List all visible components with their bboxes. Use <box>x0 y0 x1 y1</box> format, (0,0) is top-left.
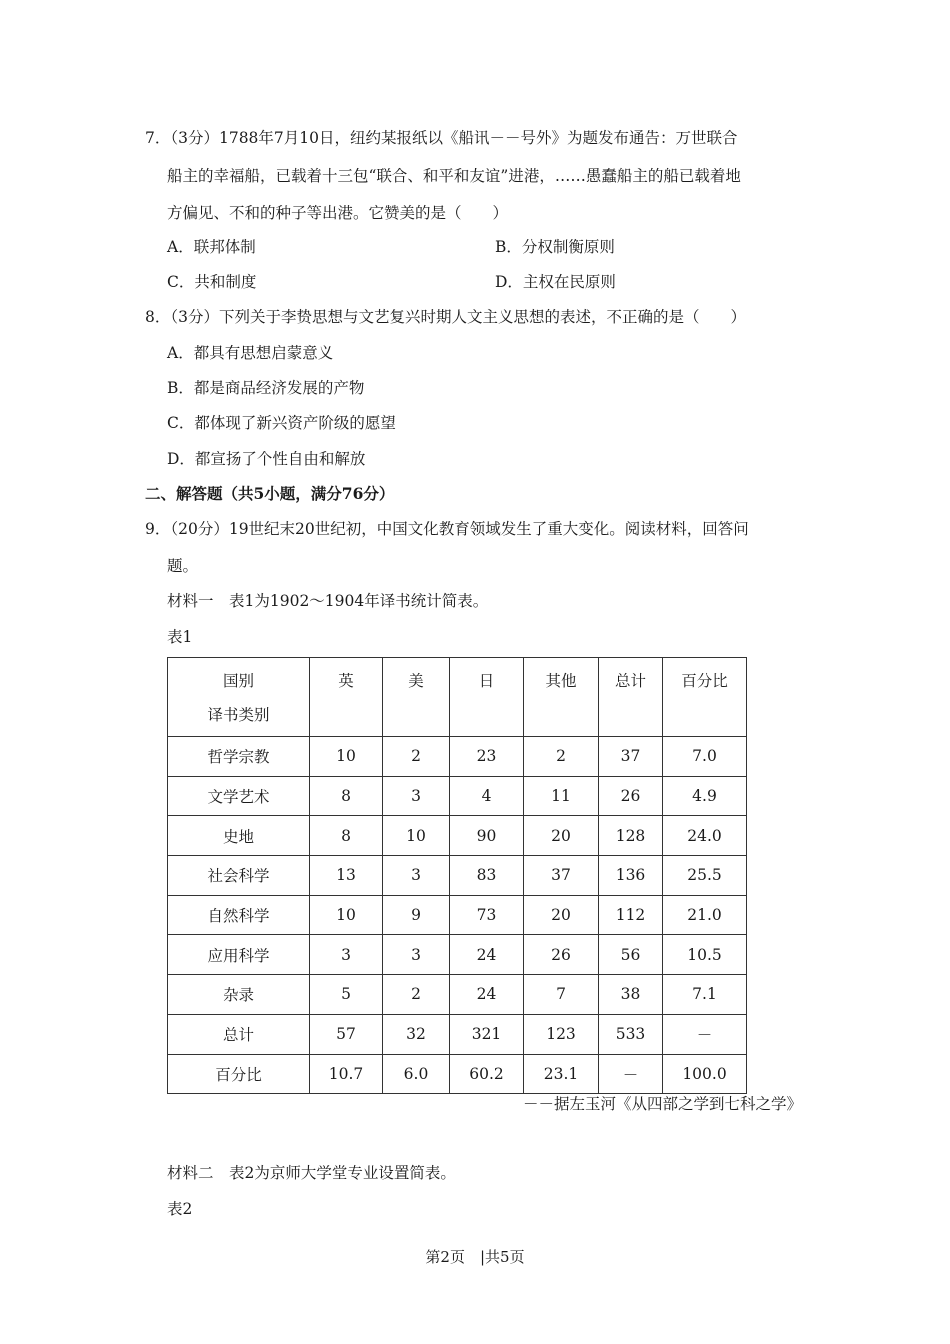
header-col <box>599 658 663 737</box>
q7-line3: 方偏见、不和的种子等出港。它赞美的是（ ） <box>167 204 509 222</box>
table-cell: 2 <box>383 737 450 777</box>
table-cell: 56 <box>599 935 663 975</box>
table-cell: 38 <box>599 975 663 1015</box>
table-cell: 32 <box>383 1014 450 1054</box>
header-col <box>524 658 599 737</box>
table-cell: 13 <box>310 856 383 896</box>
section-heading: 二、解答题（共5小题，满分76分） <box>145 484 395 503</box>
header-col <box>450 658 524 737</box>
table-cell: 136 <box>599 856 663 896</box>
table-header-corner <box>168 658 310 737</box>
table-cell: 123 <box>524 1014 599 1054</box>
table-row <box>168 737 747 777</box>
table-header-row <box>168 658 747 737</box>
table-row-label: 总计 <box>168 1014 310 1054</box>
table-row <box>168 975 747 1015</box>
header-col <box>383 658 450 737</box>
header-col-label: 美 <box>408 672 424 690</box>
table-row-label: 史地 <box>168 816 310 856</box>
table-cell: 83 <box>450 856 524 896</box>
table1-title: 表1 <box>167 628 193 646</box>
q7-option-a: A．联邦体制 <box>167 238 256 256</box>
table-cell: 21.0 <box>663 895 747 935</box>
q7-option-d: D．主权在民原则 <box>495 273 616 291</box>
table-row-label: 杂录 <box>168 975 310 1015</box>
table-cell: 20 <box>524 895 599 935</box>
table-cell: 128 <box>599 816 663 856</box>
table-cell: 7 <box>524 975 599 1015</box>
q7-option-b: B．分权制衡原则 <box>495 238 615 256</box>
table-cell: 7.0 <box>663 737 747 777</box>
header-col-label: 百分比 <box>681 672 728 690</box>
table-row <box>168 856 747 896</box>
table-cell: 23 <box>450 737 524 777</box>
q8-option-c: C．都体现了新兴资产阶级的愿望 <box>167 414 396 432</box>
table-row-label: 社会科学 <box>168 856 310 896</box>
table-row <box>168 935 747 975</box>
table-row <box>168 895 747 935</box>
table-cell: 10 <box>383 816 450 856</box>
table-cell: 4.9 <box>663 776 747 816</box>
header-category-label: 译书类别 <box>207 706 270 724</box>
q7-line1: 7．（3分）1788年7月10日，纽约某报纸以《船讯－－号外》为题发布通告：万世联合 <box>145 129 738 147</box>
table-cell: 9 <box>383 895 450 935</box>
material2-text: 材料二 表2为京师大学堂专业设置简表。 <box>167 1164 456 1182</box>
table-cell: 100.0 <box>663 1054 747 1094</box>
header-col-label: 总计 <box>614 672 646 690</box>
table-cell: 24 <box>450 975 524 1015</box>
table-cell: 321 <box>450 1014 524 1054</box>
material1-text: 材料一 表1为1902～1904年译书统计简表。 <box>167 592 489 610</box>
table-row <box>168 1054 747 1094</box>
table-row <box>168 1014 747 1054</box>
q9-line1: 9．（20分）19世纪末20世纪初，中国文化教育领域发生了重大变化。阅读材料，回答问 <box>145 520 749 538</box>
q8-option-a: A．都具有思想启蒙意义 <box>167 344 334 362</box>
table-cell: 8 <box>310 816 383 856</box>
q8-option-d: D．都宣扬了个性自由和解放 <box>167 450 366 468</box>
table1-source: －－据左玉河《从四部之学到七科之学》 <box>522 1095 802 1113</box>
table-cell: 20 <box>524 816 599 856</box>
table-cell: － <box>599 1054 663 1094</box>
table-cell: 24 <box>450 935 524 975</box>
table-cell: 37 <box>524 856 599 896</box>
header-col-label: 英 <box>338 672 354 690</box>
table-cell: 2 <box>524 737 599 777</box>
header-col-label: 其他 <box>545 672 577 690</box>
header-col-label: 日 <box>478 672 495 690</box>
q8-line1: 8．（3分）下列关于李贽思想与文艺复兴时期人文主义思想的表述，不正确的是（ ） <box>145 308 746 326</box>
header-col <box>310 658 383 737</box>
table-cell: 10.7 <box>310 1054 383 1094</box>
table-cell: 2 <box>383 975 450 1015</box>
q9-line2: 题。 <box>167 557 199 575</box>
q7-option-c: C．共和制度 <box>167 273 257 291</box>
page-footer: 第2页 |共5页 <box>425 1248 525 1266</box>
table-row <box>168 816 747 856</box>
table-cell: 10 <box>310 895 383 935</box>
table-row-label: 百分比 <box>168 1054 310 1094</box>
table-row-label: 哲学宗教 <box>168 737 310 777</box>
table-cell: 73 <box>450 895 524 935</box>
table-cell: 3 <box>383 776 450 816</box>
table-cell: 4 <box>450 776 524 816</box>
table-cell: 25.5 <box>663 856 747 896</box>
table-cell: 10 <box>310 737 383 777</box>
table-cell: 11 <box>524 776 599 816</box>
table-cell: 60.2 <box>450 1054 524 1094</box>
table-cell: 26 <box>524 935 599 975</box>
table-cell: 6.0 <box>383 1054 450 1094</box>
table-cell: 3 <box>383 856 450 896</box>
table-cell: 5 <box>310 975 383 1015</box>
table-cell: 10.5 <box>663 935 747 975</box>
translation-stats-table <box>167 657 747 1094</box>
table-cell: － <box>663 1014 747 1054</box>
table-row-label: 应用科学 <box>168 935 310 975</box>
q7-line2: 船主的幸福船，已载着十三包“联合、和平和友谊”进港，……愚蠢船主的船已载着地 <box>167 167 741 185</box>
header-country-label: 国别 <box>222 672 254 690</box>
table-cell: 90 <box>450 816 524 856</box>
table-row <box>168 776 747 816</box>
table-row-label: 文学艺术 <box>168 776 310 816</box>
table-cell: 23.1 <box>524 1054 599 1094</box>
header-col <box>663 658 747 737</box>
table-row-label: 自然科学 <box>168 895 310 935</box>
table-cell: 112 <box>599 895 663 935</box>
table-cell: 3 <box>310 935 383 975</box>
q8-option-b: B．都是商品经济发展的产物 <box>167 379 365 397</box>
table-cell: 533 <box>599 1014 663 1054</box>
table-cell: 8 <box>310 776 383 816</box>
table-cell: 3 <box>383 935 450 975</box>
table-cell: 7.1 <box>663 975 747 1015</box>
table-cell: 57 <box>310 1014 383 1054</box>
table-cell: 37 <box>599 737 663 777</box>
table-cell: 24.0 <box>663 816 747 856</box>
table2-title: 表2 <box>167 1200 193 1218</box>
table-cell: 26 <box>599 776 663 816</box>
